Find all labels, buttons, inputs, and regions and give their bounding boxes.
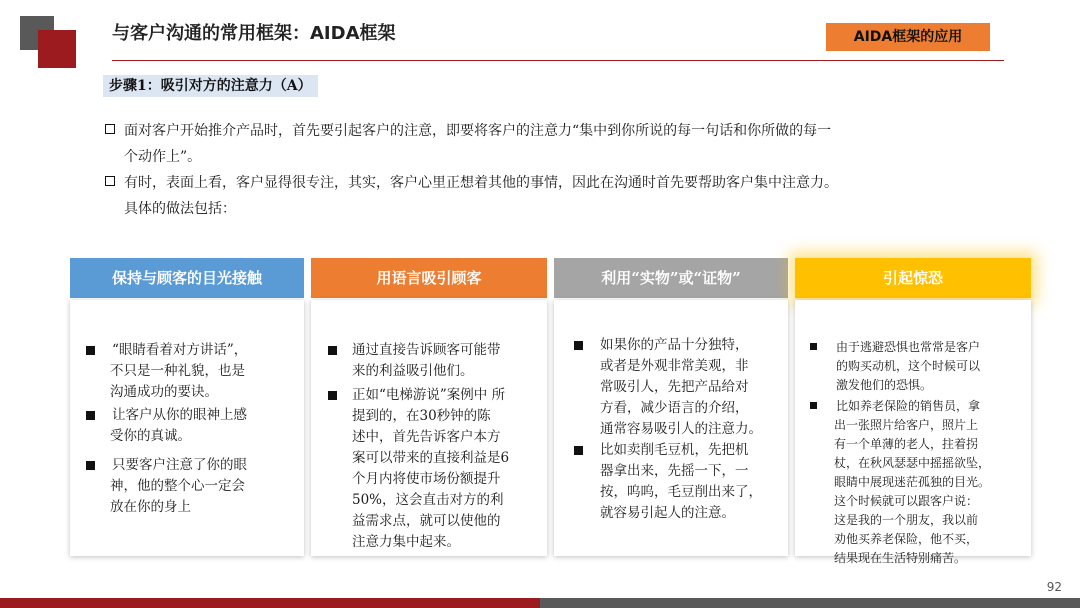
list-item-line: 述中，首先告诉客户本方 bbox=[352, 429, 501, 445]
square-bullet-icon bbox=[328, 391, 337, 400]
list-item-line: 让客户从你的眼神上感 bbox=[112, 407, 247, 423]
list-item-line: 沟通成功的要诀。 bbox=[110, 384, 218, 400]
paragraph-bullet-icon bbox=[105, 176, 115, 186]
list-item-line: “眼睛看着对方讲话”， bbox=[112, 342, 248, 358]
column-header-objects: 利用“实物”或“证物” bbox=[554, 258, 788, 298]
list-item-line: 通常容易吸引人的注意力。 bbox=[600, 421, 762, 437]
paragraph-1 bbox=[124, 118, 994, 170]
list-item-line: 不只是一种礼貌，也是 bbox=[110, 363, 245, 379]
list-item-line: 由于逃避恐惧也常常是客户 bbox=[836, 340, 981, 354]
list-item-line: 只要客户注意了你的眼 bbox=[112, 457, 247, 473]
list-item-line: 个月内将使市场份额提升 bbox=[352, 471, 501, 487]
list-item-line: 的购买动机，这个时候可以 bbox=[836, 359, 981, 373]
title-divider bbox=[112, 60, 1004, 61]
list-item-line: 50%，这会直击对方的利 bbox=[352, 492, 504, 508]
list-item-line: 提到的，在30秒钟的陈 bbox=[352, 408, 491, 424]
square-bullet-icon bbox=[574, 446, 583, 455]
paragraph-2 bbox=[124, 170, 994, 222]
page-title: 与客户沟通的常用框架：AIDA框架 bbox=[112, 23, 396, 44]
list-item-line: 劝他买养老保险，他不买， bbox=[834, 532, 979, 546]
paragraph-2-line1: 有时，表面上看，客户显得很专注，其实，客户心里正想着其他的事情，因此在沟通时首先要帮助客户集中注意力。 bbox=[124, 175, 838, 191]
list-item-line: 这是我的一个朋友，我以前 bbox=[834, 513, 979, 527]
square-bullet-icon bbox=[86, 346, 95, 355]
footer-bar-red bbox=[0, 598, 540, 608]
list-item-line: 神，他的整个心一定会 bbox=[110, 478, 245, 494]
square-bullet-icon bbox=[86, 461, 95, 470]
list-item-line: 常吸引人，先把产品给对 bbox=[600, 379, 749, 395]
list-item-line: 比如卖削毛豆机，先把机 bbox=[600, 442, 749, 458]
list-item-line: 比如养老保险的销售员，拿 bbox=[836, 399, 981, 413]
list-item-line: 杖，在秋风瑟瑟中摇摇欲坠， bbox=[834, 456, 991, 470]
page-number: 92 bbox=[1046, 580, 1062, 594]
list-item-line: 结果现在生活特别痛苦。 bbox=[834, 551, 967, 565]
list-item-line: 如果你的产品十分独特， bbox=[600, 337, 749, 353]
list-item-line: 正如“电梯游说”案例中 所 bbox=[352, 387, 506, 403]
list-item-line: 方看，减少语言的介绍， bbox=[600, 400, 749, 416]
list-item-line: 注意力集中起来。 bbox=[352, 534, 460, 550]
list-item-line: 激发他们的恐惧。 bbox=[836, 378, 933, 392]
paragraph-2-line2: 具体的做法包括： bbox=[124, 201, 236, 217]
list-item-line: 出一张照片给客户，照片上 bbox=[834, 418, 979, 432]
list-item-line: 益需求点，就可以使他的 bbox=[352, 513, 501, 529]
column-header-language: 用语言吸引顾客 bbox=[311, 258, 547, 298]
column-header-eye-contact: 保持与顾客的目光接触 bbox=[70, 258, 304, 298]
square-bullet-icon bbox=[328, 346, 337, 355]
corner-decoration-red bbox=[38, 30, 76, 68]
square-bullet-icon bbox=[810, 402, 817, 409]
list-item-line: 或者是外观非常美观，非 bbox=[600, 358, 749, 374]
footer-bar-gray bbox=[540, 598, 1080, 608]
list-item-line: 眼睛中展现迷茫孤独的目光。 bbox=[834, 475, 991, 489]
list-item-line: 器拿出来，先摇一下，一 bbox=[600, 463, 749, 479]
paragraph-1-line1: 面对客户开始推介产品时，首先要引起客户的注意，即要将客户的注意力“集中到你所说的每一句话和你所做的每一 bbox=[124, 123, 832, 139]
list-item-line: 受你的真诚。 bbox=[110, 428, 191, 444]
list-item-line: 放在你的身上 bbox=[110, 499, 191, 515]
list-item-line: 就容易引起人的注意。 bbox=[600, 505, 735, 521]
paragraph-1-line2: 个动作上”。 bbox=[124, 149, 202, 165]
list-item-line: 这个时候就可以跟客户说： bbox=[834, 494, 979, 508]
paragraph-bullet-icon bbox=[105, 124, 115, 134]
section-badge: AIDA框架的应用 bbox=[826, 23, 990, 51]
square-bullet-icon bbox=[86, 411, 95, 420]
list-item-line: 按，呜呜，毛豆削出来了， bbox=[600, 484, 762, 500]
list-item-line: 有一个单薄的老人，拄着拐 bbox=[834, 437, 979, 451]
step-label: 步骤1：吸引对方的注意力（A） bbox=[103, 75, 318, 97]
list-item-line: 通过直接告诉顾客可能带 bbox=[352, 342, 501, 358]
list-item-line: 来的利益吸引他们。 bbox=[352, 363, 474, 379]
column-header-fear: 引起惊恐 bbox=[795, 258, 1031, 298]
list-item-line: 案可以带来的直接利益是6 bbox=[352, 450, 510, 466]
square-bullet-icon bbox=[810, 343, 817, 350]
square-bullet-icon bbox=[574, 341, 583, 350]
